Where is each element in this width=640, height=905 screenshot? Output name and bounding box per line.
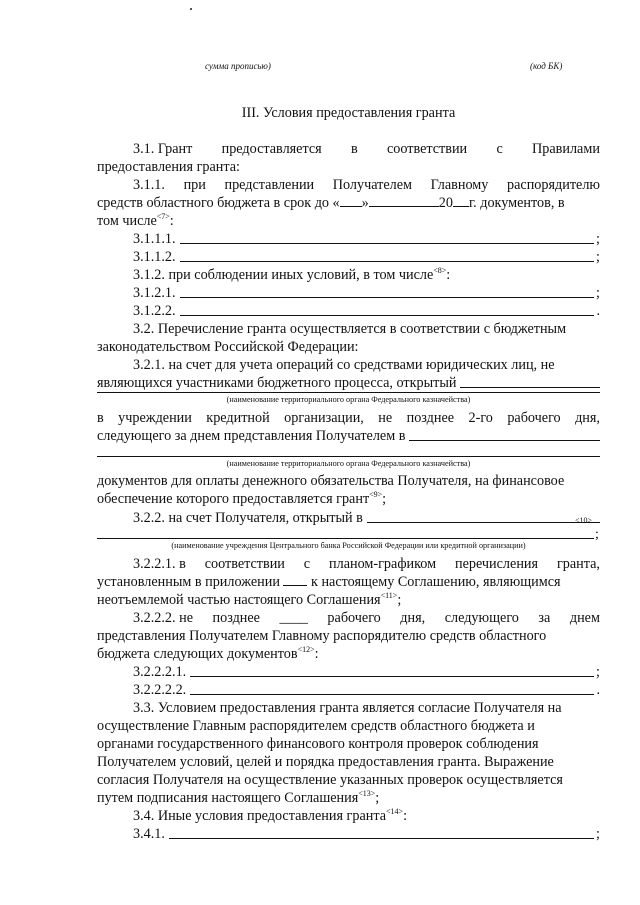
clause-3-2-2-line-1: 3.2.2. на счет Получателя, открытый в — [133, 509, 600, 527]
clause-3-2-1-line-1: 3.2.1. на счет для учета операций со средствами юридических лиц, не — [133, 357, 555, 373]
document-page: сумма прописью) (код БК) III. Условия предоставления гранта 3.1. Грант предоставляется в соответствии с Правилами предоставления гранта: 3.1.1. при представлении Получателем Главному распорядителю средств областного бюджета в срок до « » 20 г. документов, в том числе$^{<7>}$: 3.1.1.1. ; 3.1.1.2. ; 3.1.2. при соблюдении иных условий, в том числе$^{<8>}$: 3.1.2.1. ; 3.1.2.2. . 3.2. Перечисление гранта осуществляется в соответствии с бюджетным законодательством Российской Федерации: 3.2.1. на счет для учета операций со средствами юридических лиц, не являющихся участниками бюджетного процесса, открытый (наименование территориального органа Федерального казначейства) в учреждении кредитной организации, не позднее 2-го рабочего дня, следующего за днем представления Получателем в (наименование территориального органа Федерального казначейства) документов для оплаты денежного обязательства Получателя, на финансовое обеспечение которого предоставляется грант$^{<9>}$; 3.2.2. на счет Получателя, открытый в <10> ; (наименование учреждения Центрального банка Российской Федерации или кредитной организации) 3.2.2.1. в соответствии с планом-графиком перечисления гранта, установленным в приложении к настоящему Соглашению, являющимся неотъемлемой частью настоящего Соглашения$^{<11>}$; 3.2.2.2. не позднее ____ рабочего дня, следующего за днем представления Получателем Главному распорядителю средств областного бюджета следующих документов$^{<12>}$: 3.2.2.2.1. ; 3.2.2.2.2. . 3.3. Условием предоставления гранта является согласие Получателя на осуществление Главным распорядителем средств областного бюджета и органами государственного финансового контроля проверок соблюдения Получателем условий, целей и порядка предоставления гранта. Выражение согласия Получателя на осуществление указанных проверок осуществляется путем подписания настоящего Соглашения$^{<13>}$; 3.4. Иные условия предоставления гранта$^{<14>}$: 3.4.1. ; — [0, 0, 640, 905]
bank-name-caption: (наименование учреждения Центрального банка Российской Федерации или кредитной организации) — [171, 541, 526, 550]
footnote-8: <8> — [433, 266, 447, 275]
clause-3-1-2-2-blank[interactable] — [180, 315, 595, 316]
clause-3-2-2-2-1-blank[interactable] — [190, 676, 594, 677]
clause-3-1-line-1: 3.1. Грант предоставляется в соответствии с Правилами — [133, 141, 600, 157]
month-blank[interactable] — [369, 194, 439, 207]
day-blank[interactable] — [340, 194, 362, 207]
budget-code-caption: (код БК) — [530, 61, 563, 71]
clause-3-2-2-2-line-1: 3.2.2.2. не позднее ____ рабочего дня, следующего за днем — [133, 610, 600, 626]
clause-3-1-1-line-1: 3.1.1. при представлении Получателем Главному распорядителю — [133, 177, 600, 193]
clause-3-2-2-1-line-3: неотъемлемой частью настоящего Соглашения$^{<11>}$; — [97, 591, 402, 608]
clause-3-3-line-2: осуществление Главным распорядителем средств областного бюджета и — [97, 718, 535, 734]
clause-3-2-line-2: законодательством Российской Федерации: — [97, 339, 359, 355]
clause-3-3-line-6: путем подписания настоящего Соглашения$^{<13>}$; — [97, 789, 380, 806]
clause-3-2-line-1: 3.2. Перечисление гранта осуществляется в соответствии с бюджетным — [133, 321, 567, 337]
account-open-blank[interactable] — [460, 387, 600, 388]
clause-3-1-1-line-2: средств областного бюджета в срок до « » 20 г. документов, в — [97, 195, 565, 211]
clause-3-3-line-1: 3.3. Условием предоставления гранта является согласие Получателя на — [133, 700, 562, 716]
clause-3-1-1-line-3: том числе$^{<7>}$: — [97, 212, 174, 229]
clause-3-2-2-2-2-blank[interactable] — [190, 694, 594, 695]
clause-3-2-2-1-line-2: установленным в приложении к настоящему Соглашению, являющимся — [97, 574, 561, 590]
clause-3-1-2: 3.1.2. при соблюдении иных условий, в том числе$^{<8>}$: — [133, 266, 451, 283]
recipient-account-blank[interactable] — [367, 522, 600, 523]
clause-3-2-2-2-line-3: бюджета следующих документов$^{<12>}$: — [97, 645, 319, 662]
footnote-12: <12> — [297, 645, 315, 654]
clause-3-1-2-2: 3.1.2.2. . — [133, 303, 600, 319]
bank-name-line[interactable] — [97, 538, 594, 539]
clause-3-2-1-line-6: обеспечение которого предоставляется грант$^{<9>}$; — [97, 490, 387, 507]
footnote-7: <7> — [156, 212, 170, 221]
clause-3-2-2-2-line-2: представления Получателем Главному распорядителю средств областного — [97, 628, 547, 644]
clause-3-1-1-1: 3.1.1.1. ; — [133, 231, 600, 247]
clause-3-1-2-1-blank[interactable] — [180, 297, 594, 298]
footnote-9: <9> — [369, 490, 383, 499]
clause-3-1-1-2: 3.1.1.2. ; — [133, 249, 600, 265]
treasury-body-line-1[interactable] — [97, 392, 600, 393]
clause-3-4-1: 3.4.1. ; — [133, 826, 600, 842]
treasury-body-caption-2: (наименование территориального органа Федерального казначейства) — [226, 459, 471, 468]
amount-in-words-caption: сумма прописью) — [205, 61, 271, 71]
appendix-number-blank[interactable] — [283, 573, 307, 586]
footnote-13: <13> — [358, 789, 376, 798]
clause-3-1-1-1-blank[interactable] — [180, 243, 594, 244]
clause-3-2-1-line-2: являющихся участниками бюджетного процесса, открытый — [97, 374, 600, 392]
clause-3-1-line-2: предоставления гранта: — [97, 159, 240, 175]
treasury-submit-blank[interactable] — [409, 440, 600, 441]
year-blank[interactable] — [453, 194, 469, 207]
clause-3-4-1-blank[interactable] — [169, 838, 594, 839]
clause-3-2-1-line-5: документов для оплаты денежного обязательства Получателя, на финансовое — [97, 473, 565, 489]
treasury-body-caption-1: (наименование территориального органа Федерального казначейства) — [226, 395, 471, 404]
clause-3-4: 3.4. Иные условия предоставления гранта$^{<14>}$: — [133, 807, 408, 824]
clause-3-2-1-line-3: в учреждении кредитной организации, не позднее 2-го рабочего дня, — [97, 410, 600, 426]
clause-3-2-2-1-line-1: 3.2.2.1. в соответствии с планом-графиком перечисления гранта, — [133, 556, 600, 572]
clause-3-2-2-2-1: 3.2.2.2.1. ; — [133, 664, 600, 680]
section-title: III. Условия предоставления гранта — [241, 105, 456, 121]
footnote-10: <10> — [575, 516, 593, 525]
clause-3-1-2-1: 3.1.2.1. ; — [133, 285, 600, 301]
clause-3-3-line-5: согласия Получателя на осуществление указанных проверок осуществляется — [97, 772, 563, 788]
clause-3-3-line-3: органами государственного финансового контроля проверок соблюдения — [97, 736, 539, 752]
treasury-body-line-2[interactable] — [97, 456, 600, 457]
scan-speck — [190, 8, 192, 10]
clause-3-3-line-4: Получателем условий, целей и порядка предоставления гранта. Выражение — [97, 754, 554, 770]
footnote-11: <11> — [380, 591, 398, 600]
footnote-14: <14> — [386, 807, 404, 816]
clause-3-2-1-line-4: следующего за днем представления Получателем в — [97, 427, 600, 445]
clause-3-2-2-2-2: 3.2.2.2.2. . — [133, 682, 600, 698]
clause-3-1-1-2-blank[interactable] — [180, 261, 594, 262]
